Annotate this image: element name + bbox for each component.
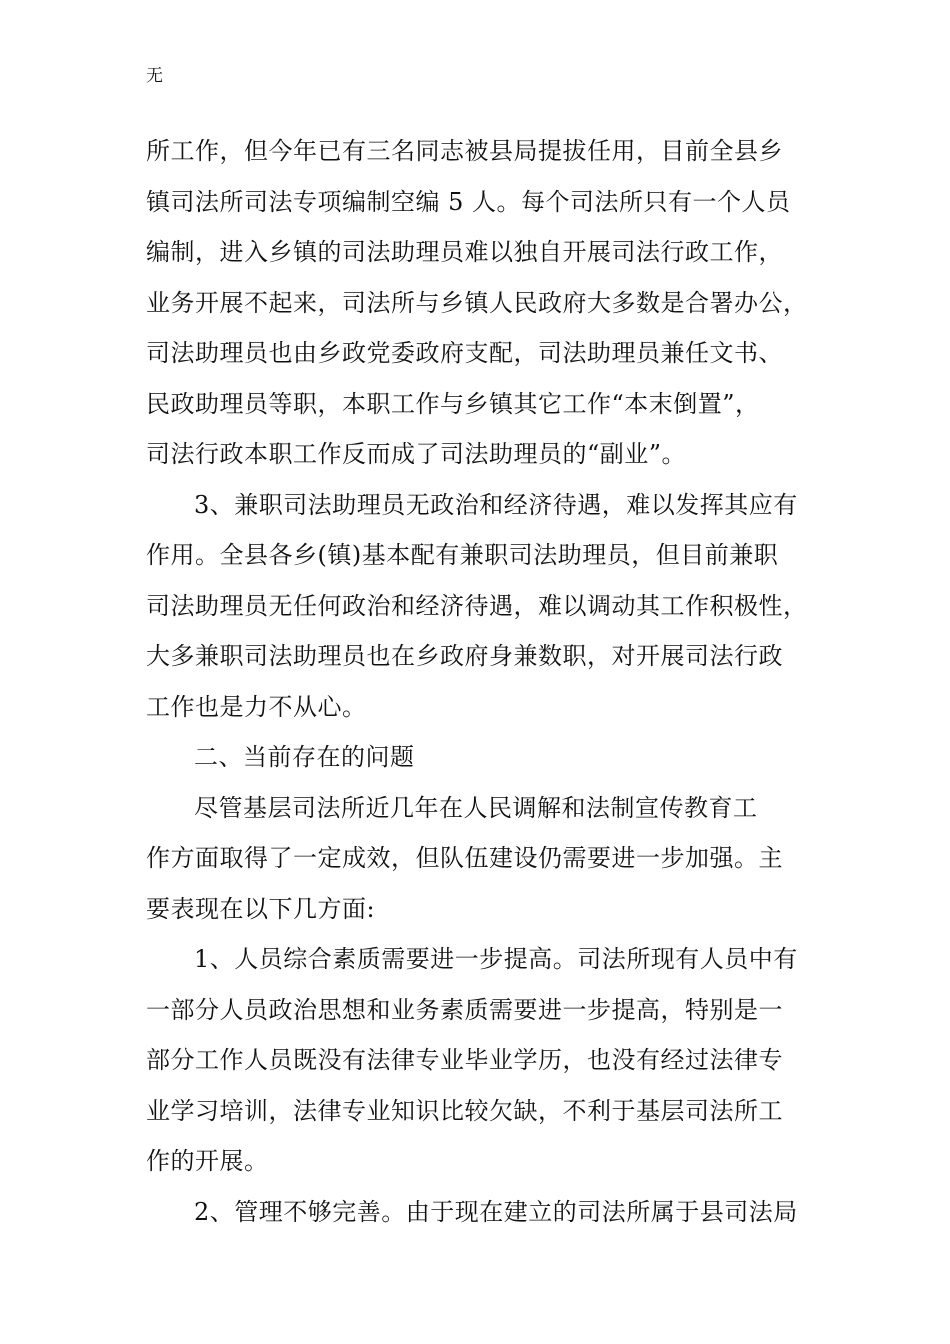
- text-line: 司法行政本职工作反而成了司法助理员的“副业”。: [146, 440, 687, 468]
- text-line: 业务开展不起来，司法所与乡镇人民政府大多数是合署办公，: [146, 288, 808, 317]
- text-line: 所工作，但今年已有三名同志被县局提拔任用，目前全县乡: [146, 137, 783, 165]
- text-line: 作的开展。: [146, 1147, 269, 1175]
- text-line: 尽管基层司法所近几年在人民调解和法制宣传教育工: [194, 793, 758, 822]
- text-line: 部分工作人员既没有法律专业毕业学历，也没有经过法律专: [146, 1046, 783, 1074]
- text-line: 一部分人员政治思想和业务素质需要进一步提高，特别是一: [146, 995, 783, 1024]
- text-line: 二、当前存在的问题: [194, 743, 415, 771]
- text-line: 大多兼职司法助理员也在乡政府身兼数职，对开展司法行政: [146, 642, 783, 670]
- text-line: 工作也是力不从心。: [146, 692, 367, 721]
- text-line: 编制，进入乡镇的司法助理员难以独自开展司法行政工作，: [146, 238, 783, 266]
- text-line: 要表现在以下几方面:: [146, 894, 376, 923]
- text-line: 3、兼职司法助理员无政治和经济待遇，难以发挥其应有: [194, 490, 798, 519]
- text-line: 作用。全县各乡(镇)基本配有兼职司法助理员，但目前兼职: [146, 541, 779, 569]
- text-line: 民政助理员等职，本职工作与乡镇其它工作“本末倒置”，: [146, 389, 760, 418]
- body-text: [146, 126, 826, 1237]
- page-header: 无: [146, 66, 163, 86]
- text-line: 2、管理不够完善。由于现在建立的司法所属于县司法局: [194, 1197, 798, 1226]
- text-line: 1、人员综合素质需要进一步提高。司法所现有人员中有: [194, 945, 798, 973]
- text-line: 司法助理员无任何政治和经济待遇，难以调动其工作积极性，: [146, 591, 808, 620]
- text-line: 镇司法所司法专项编制空编 5 人。每个司法所只有一个人员: [146, 187, 791, 216]
- text-line: 业学习培训，法律专业知识比较欠缺，不利于基层司法所工: [146, 1096, 783, 1125]
- text-line: 司法助理员也由乡政党委政府支配，司法助理员兼任文书、: [146, 339, 783, 367]
- text-line: 作方面取得了一定成效，但队伍建设仍需要进一步加强。主: [146, 844, 783, 872]
